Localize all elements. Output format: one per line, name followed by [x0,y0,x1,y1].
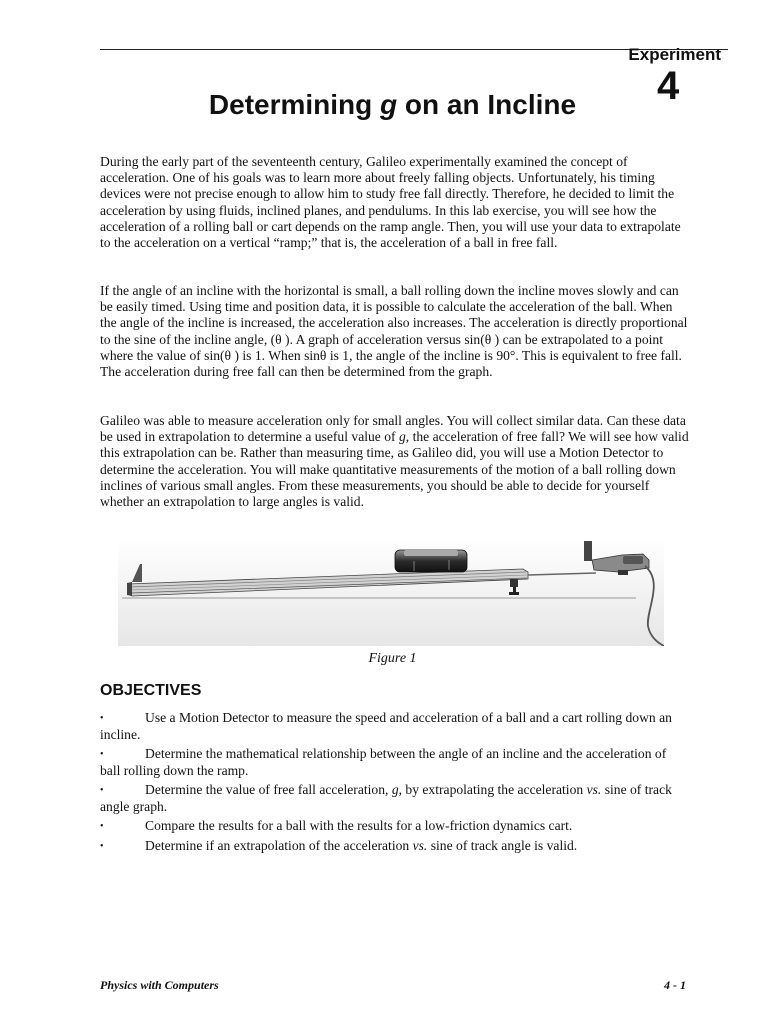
intro-paragraph-1: During the early part of the seventeenth century, Galileo experimentally examined the concept of acceleration. One of his goals was to learn more about freely falling objects. Unfortunately, his timing devices were not precise enough to allow him to study free fall directly. Therefore, he decided to limit the acceleration by using fluids, inclined planes, and pendulums. In this lab exercise, you will see how the acceleration of a rolling ball or cart depends on the ramp angle. Then, you will use your data to extrapolate to the acceleration on a vertical “ramp;” that is, the acceleration of a ball in free fall. [100,154,681,251]
objective-item-1 [100,710,690,743]
incline-figure [118,538,664,646]
footer-page-number: 4 - 1 [664,978,686,992]
title-prefix: Determining [208,89,381,120]
footer-book-title: Physics with Computers [100,978,219,992]
objective-5-vs: vs. [412,838,428,853]
experiment-number: 4 [657,64,680,108]
p3-g-variable: g [398,429,406,445]
bullet-icon: • [100,821,104,832]
objective-text-3c: sine of track angle graph. [100,782,672,814]
intro-paragraph-3 [100,413,690,510]
objective-item-5 [100,838,690,855]
objective-text-5b: sine of track angle is valid. [427,838,578,853]
track-clamp [509,579,519,595]
title-variable: g [380,89,398,120]
figure-caption: Figure 1 [368,651,417,666]
p3-text-a: Galileo was able to measure acceleration only for small angles. You will collect similar data. Can these data be used in extrapolation to determine a useful value of [100,413,686,445]
objective-text-4: Compare the results for a ball with the results for a low-friction dynamics cart. [145,818,573,833]
bullet-icon: • [100,841,104,852]
page-title [100,89,685,121]
objectives-heading: OBJECTIVES [100,682,202,699]
objectives-list [100,710,690,858]
objective-text-3a: Determine the value of free fall acceleration, [145,782,392,797]
bullet-icon: • [100,785,104,796]
objective-item-2 [100,746,690,779]
objective-text-3b: , by extrapolating the acceleration [398,782,587,797]
bullet-icon: • [100,713,104,724]
objective-text-1: Use a Motion Detector to measure the speed and acceleration of a ball and a cart rolling down an incline. [100,710,672,742]
title-suffix: on an Incline [397,89,577,120]
objective-item-4 [100,818,690,835]
p3-text-b: , the acceleration of free fall? We will see how valid this extrapolation can be. Rather than measuring time, as Galileo did, you will use a Motion Detector to determine the acceleration. You will make quantitative measurements of the motion of a ball rolling down inclines of various small angles. From these measurements, you should be able to decide for yourself whether an extrapolation to large angles is valid. [100,429,689,510]
experiment-label: Experiment [628,45,721,64]
dynamics-cart [395,550,467,572]
intro-paragraph-2: If the angle of an incline with the horizontal is small, a ball rolling down the incline moves slowly and can be easily timed. Using time and position data, it is possible to calculate the acceleration of the ball. When the angle of the incline is increased, the acceleration also increases. The acceleration is directly proportional to the sine of the incline angle, (θ ). A graph of acceleration versus sin(θ ) can be extrapolated to a point where the value of sin(θ ) is 1. When sinθ is 1, the angle of the incline is 90°. This is equivalent to free fall. The acceleration during free fall can then be determined from the graph. [100,283,688,380]
bullet-icon: • [100,749,104,760]
objective-item-3 [100,782,690,815]
objective-text-2: Determine the mathematical relationship between the angle of an incline and the acceleration of ball rolling down the ramp. [100,746,667,778]
objective-text-5a: Determine if an extrapolation of the acceleration [145,838,413,853]
objective-3-g-variable: g [391,782,399,797]
objective-3-vs: vs. [586,782,602,797]
